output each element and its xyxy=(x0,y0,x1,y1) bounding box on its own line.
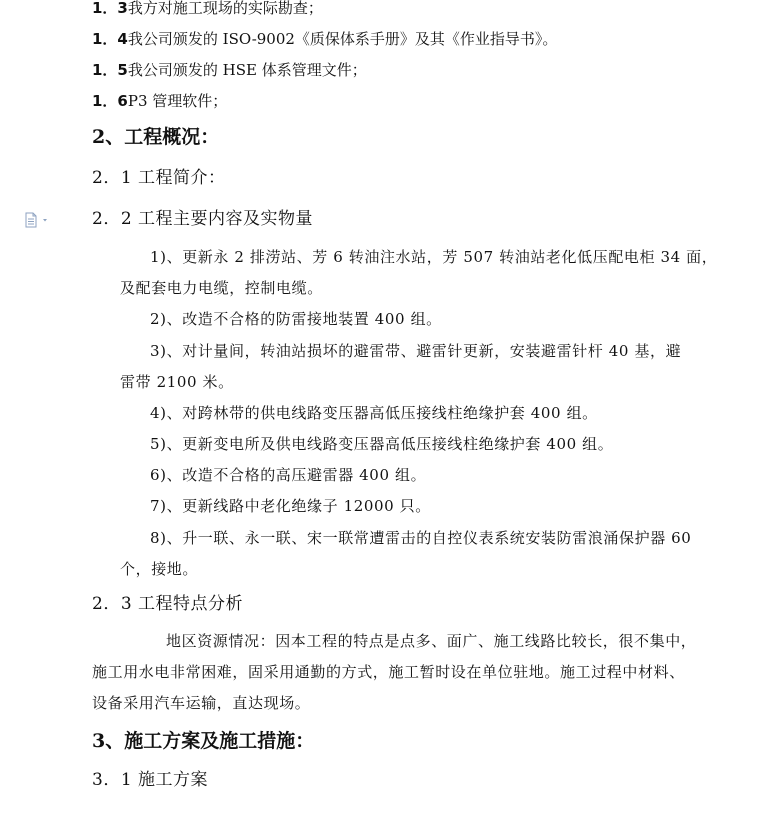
section-2-heading: 2、工程概况： xyxy=(92,126,220,148)
subsection-2-1-heading: 2．1 工程简介： xyxy=(92,168,226,188)
item-1-line-2: 及配套电力电缆，控制电缆。 xyxy=(120,279,323,297)
item-8-line-2: 个，接地。 xyxy=(120,560,199,578)
analysis-line-1: 地区资源情况：因本工程的特点是点多、面广、施工线路比较长，很不集中， xyxy=(166,632,697,650)
ref-item-1-6: 1．6P3 管理软件； xyxy=(92,92,228,110)
item-4: 4)、对跨林带的供电线路变压器高低压接线柱绝缘护套 400 组。 xyxy=(150,404,598,422)
subsection-2-2-heading: 2．2 工程主要内容及实物量 xyxy=(92,209,314,229)
subsection-2-3-heading: 2．3 工程特点分析 xyxy=(92,594,244,614)
document-icon[interactable] xyxy=(24,212,52,228)
item-3-line-2: 雷带 2100 米。 xyxy=(120,373,234,391)
analysis-line-3: 设备采用汽车运输，直达现场。 xyxy=(92,694,311,712)
subsection-3-1-heading: 3．1 施工方案 xyxy=(92,770,209,790)
item-3-line-1: 3)、对计量间，转油站损坏的避雷带、避雷针更新，安装避雷针杆 40 基，避 xyxy=(150,342,682,360)
analysis-line-2: 施工用水电非常困难，固采用通勤的方式，施工暂时设在单位驻地。施工过程中材料、 xyxy=(92,663,685,681)
item-8-line-1: 8)、升一联、永一联、宋一联常遭雷击的自控仪表系统安装防雷浪涌保护器 60 xyxy=(150,529,692,547)
item-7: 7)、更新线路中老化绝缘子 12000 只。 xyxy=(150,497,431,515)
item-6: 6)、改造不合格的高压避雷器 400 组。 xyxy=(150,466,427,484)
ref-item-1-3: 1．3我方对施工现场的实际勘查； xyxy=(92,0,323,17)
ref-item-1-4: 1．4我公司颁发的 ISO-9002《质保体系手册》及其《作业指导书》。 xyxy=(92,30,558,48)
ref-item-1-5: 1．5我公司颁发的 HSE 体系管理文件； xyxy=(92,61,367,79)
item-5: 5)、更新变电所及供电线路变压器高低压接线柱绝缘护套 400 组。 xyxy=(150,435,614,453)
section-3-heading: 3、施工方案及施工措施： xyxy=(92,730,315,752)
item-1-line-1: 1)、更新永 2 排涝站、芳 6 转油注水站，芳 507 转油站老化低压配电柜 34 面， xyxy=(150,248,718,266)
item-2: 2)、改造不合格的防雷接地装置 400 组。 xyxy=(150,310,442,328)
